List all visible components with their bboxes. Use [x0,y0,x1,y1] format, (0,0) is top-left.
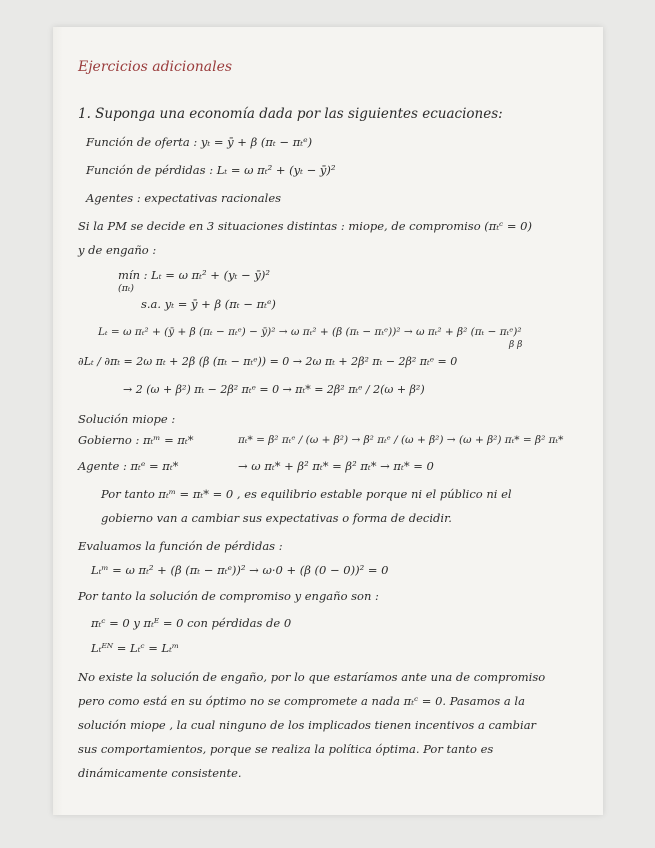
final-paragraph-3: solución miope , la cual ninguno de los implicados tienen incentivos a cambiar [78,718,537,732]
notebook-page [53,27,603,815]
page-margin [53,27,63,815]
commitment-deception-values: πₜᶜ = 0 y πₜᴱ = 0 con pérdidas de 0 [91,616,292,630]
agent-rule: Agente : πₜᵉ = πₜ* [78,459,179,473]
supply-function: Función de oferta : yₜ = ȳ + β (πₜ − πₜᵉ) [86,135,313,149]
equilibrium-conclusion-1: Por tanto πₜᵐ = πₜ* = 0 , es equilibrio estable porque ni el público ni el [101,487,512,501]
choice-variable: (πₜ) [118,283,134,294]
myopic-result: → ω πₜ* + β² πₜ* = β² πₜ* → πₜ* = 0 [238,459,434,473]
page-title: Ejercicios adicionales [78,59,233,75]
agents-expectations: Agentes : expectativas racionales [86,191,282,205]
government-rule: Gobierno : πₜᵐ = πₜ* [78,433,194,447]
minimization-objective: mín : Lₜ = ω πₜ² + (yₜ − ȳ)² [118,268,270,282]
final-paragraph-1: No existe la solución de engaño, por lo que estaríamos ante una de compromiso [78,670,546,684]
exercise-statement: 1. Suponga una economía dada por las siguientes ecuaciones: [78,106,503,122]
loss-evaluation-heading: Evaluamos la función de pérdidas : [78,539,283,553]
policy-situations: Si la PM se decide en 3 situaciones distintas : miope, de compromiso (πₜᶜ = 0) [78,219,532,233]
myopic-solution-heading: Solución miope : [78,412,176,426]
loss-function: Función de pérdidas : Lₜ = ω πₜ² + (yₜ − ȳ)² [86,163,336,177]
equilibrium-conclusion-2: gobierno van a cambiar sus expectativas o forma de decidir. [101,511,452,525]
deception-label: y de engaño : [78,243,157,257]
final-paragraph-2: pero como está en su óptimo no se compromete a nada πₜᶜ = 0. Pasamos a la [78,694,525,708]
substitution-line: Lₜ = ω πₜ² + (ȳ + β (πₜ − πₜᵉ) − ȳ)² → ω πₜ² + (β (πₜ − πₜᵉ))² → ω πₜ² + β² (πₜ − πₜᵉ)² [98,326,522,338]
first-order-condition: ∂Lₜ / ∂πₜ = 2ω πₜ + 2β (β (πₜ − πₜᵉ)) = 0 → 2ω πₜ + 2β² πₜ − 2β² πₜᵉ = 0 [78,355,458,368]
commitment-deception-heading: Por tanto la solución de compromiso y engaño son : [78,589,379,603]
constraint: s.a. yₜ = ȳ + β (πₜ − πₜᵉ) [141,297,276,311]
myopic-derivation: πₜ* = β² πₜᵉ / (ω + β²) → β² πₜᵉ / (ω + β²) → (ω + β²) πₜ* = β² πₜ* [238,434,564,446]
loss-equality: Lₜᴱᴺ = Lₜᶜ = Lₜᵐ [91,641,180,655]
final-paragraph-4: sus comportamientos, porque se realiza la política óptima. Por tanto es [78,742,494,756]
loss-evaluation: Lₜᵐ = ω πₜ² + (β (πₜ − πₜᵉ))² → ω·0 + (β (0 − 0))² = 0 [91,563,389,577]
optimal-inflation: → 2 (ω + β²) πₜ − 2β² πₜᵉ = 0 → πₜ* = 2β² πₜᵉ / 2(ω + β²) [123,383,425,396]
final-paragraph-5: dinámicamente consistente. [78,766,242,780]
beta-annotation: β β [509,340,523,350]
